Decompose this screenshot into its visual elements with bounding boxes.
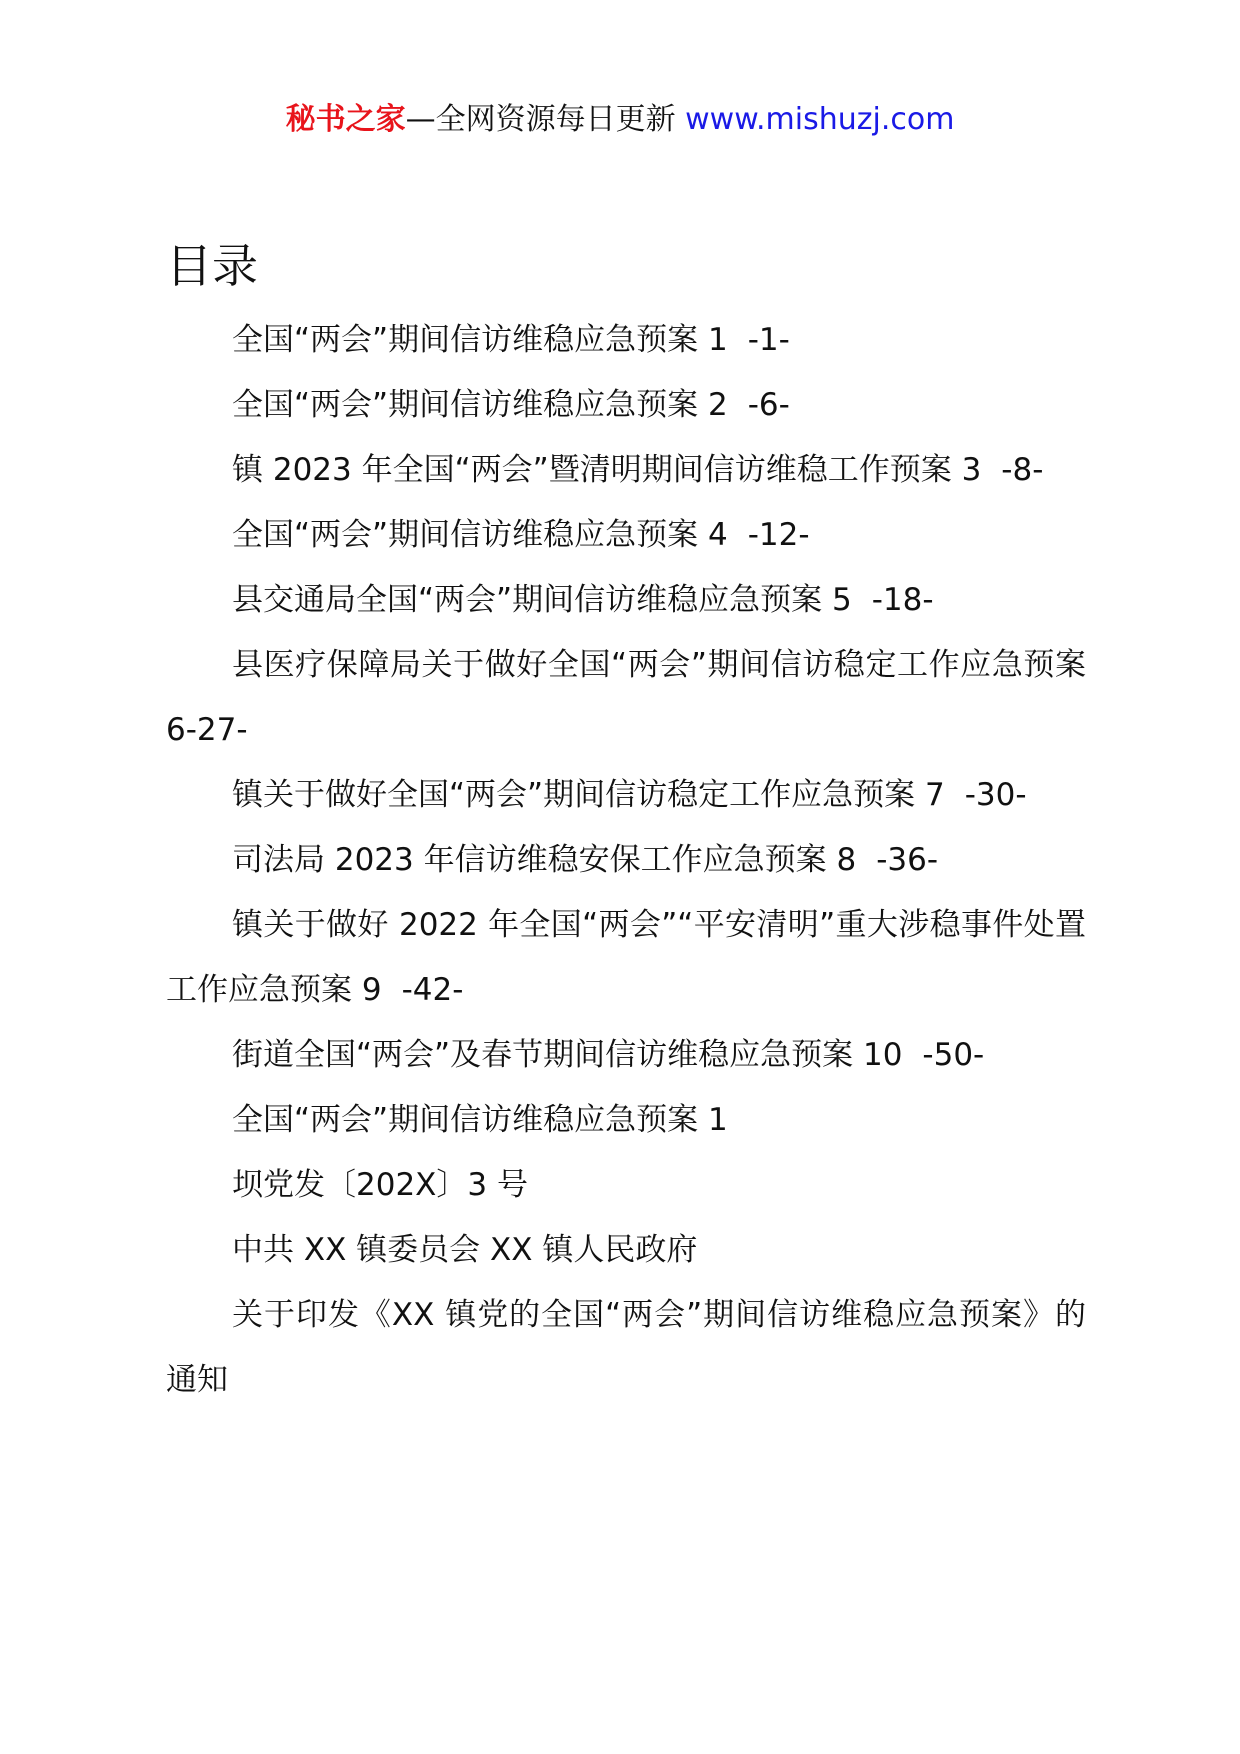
document-heading: 全国“两会”期间信访维稳应急预案 1 — [232, 1102, 728, 1138]
toc-entry[interactable] — [166, 438, 1086, 503]
toc-entry[interactable] — [166, 633, 1086, 763]
toc-entry[interactable] — [166, 308, 1086, 373]
toc-entry-title: 全国“两会”期间信访维稳应急预案 2 — [232, 387, 728, 423]
toc-entry-title: 镇关于做好全国“两会”期间信访稳定工作应急预案 7 — [232, 777, 945, 813]
toc-entry[interactable] — [166, 763, 1086, 828]
toc-entry-page: -6- — [747, 387, 790, 423]
toc-entry[interactable] — [166, 828, 1086, 893]
toc-entry[interactable] — [166, 503, 1086, 568]
toc-entry-page: -1- — [747, 322, 790, 358]
notice-title: 关于印发《XX 镇党的全国“两会”期间信访维稳应急预案》的通知 — [166, 1297, 1086, 1398]
toc-entry-page: -42- — [401, 972, 464, 1008]
toc-entry-title: 镇 2023 年全国“两会”暨清明期间信访维稳工作预案 3 — [232, 452, 982, 488]
toc-entry-page: -36- — [876, 842, 939, 878]
toc-entry-title: 县交通局全国“两会”期间信访维稳应急预案 5 — [232, 582, 852, 618]
site-url-link[interactable]: www.mishuzj.com — [685, 102, 955, 137]
issuing-authority: 中共 XX 镇委员会 XX 镇人民政府 — [232, 1232, 698, 1268]
toc-title: 目录 — [166, 239, 258, 293]
toc-entry[interactable] — [166, 373, 1086, 438]
toc-entry-page: -12- — [747, 517, 810, 553]
toc-entry-page: -18- — [871, 582, 934, 618]
brand-name: 秘书之家 — [285, 102, 406, 137]
toc-entry[interactable] — [166, 568, 1086, 633]
document-number: 坝党发〔202X〕3 号 — [232, 1167, 528, 1203]
document-body — [166, 308, 1086, 1413]
toc-entry-title: 县医疗保障局关于做好全国“两会”期间信访稳定工作应急预案 6 — [166, 647, 1086, 748]
toc-entry-page: -27- — [185, 712, 248, 748]
toc-entry-title: 街道全国“两会”及春节期间信访维稳应急预案 10 — [232, 1037, 903, 1073]
toc-entry-page: -8- — [1001, 452, 1044, 488]
site-slogan: —全网资源每日更新 — [405, 102, 676, 137]
toc-entry-page: -50- — [922, 1037, 985, 1073]
toc-entry[interactable] — [166, 1023, 1086, 1088]
toc-entry-title: 镇关于做好 2022 年全国“两会”“平安清明”重大涉稳事件处置工作应急预案 9 — [166, 907, 1086, 1008]
toc-entry-title: 全国“两会”期间信访维稳应急预案 1 — [232, 322, 728, 358]
toc-entry-title: 全国“两会”期间信访维稳应急预案 4 — [232, 517, 728, 553]
toc-entry-title: 司法局 2023 年信访维稳安保工作应急预案 8 — [232, 842, 857, 878]
toc-entry[interactable] — [166, 893, 1086, 1023]
toc-entry-page: -30- — [964, 777, 1027, 813]
site-banner — [0, 100, 1240, 140]
